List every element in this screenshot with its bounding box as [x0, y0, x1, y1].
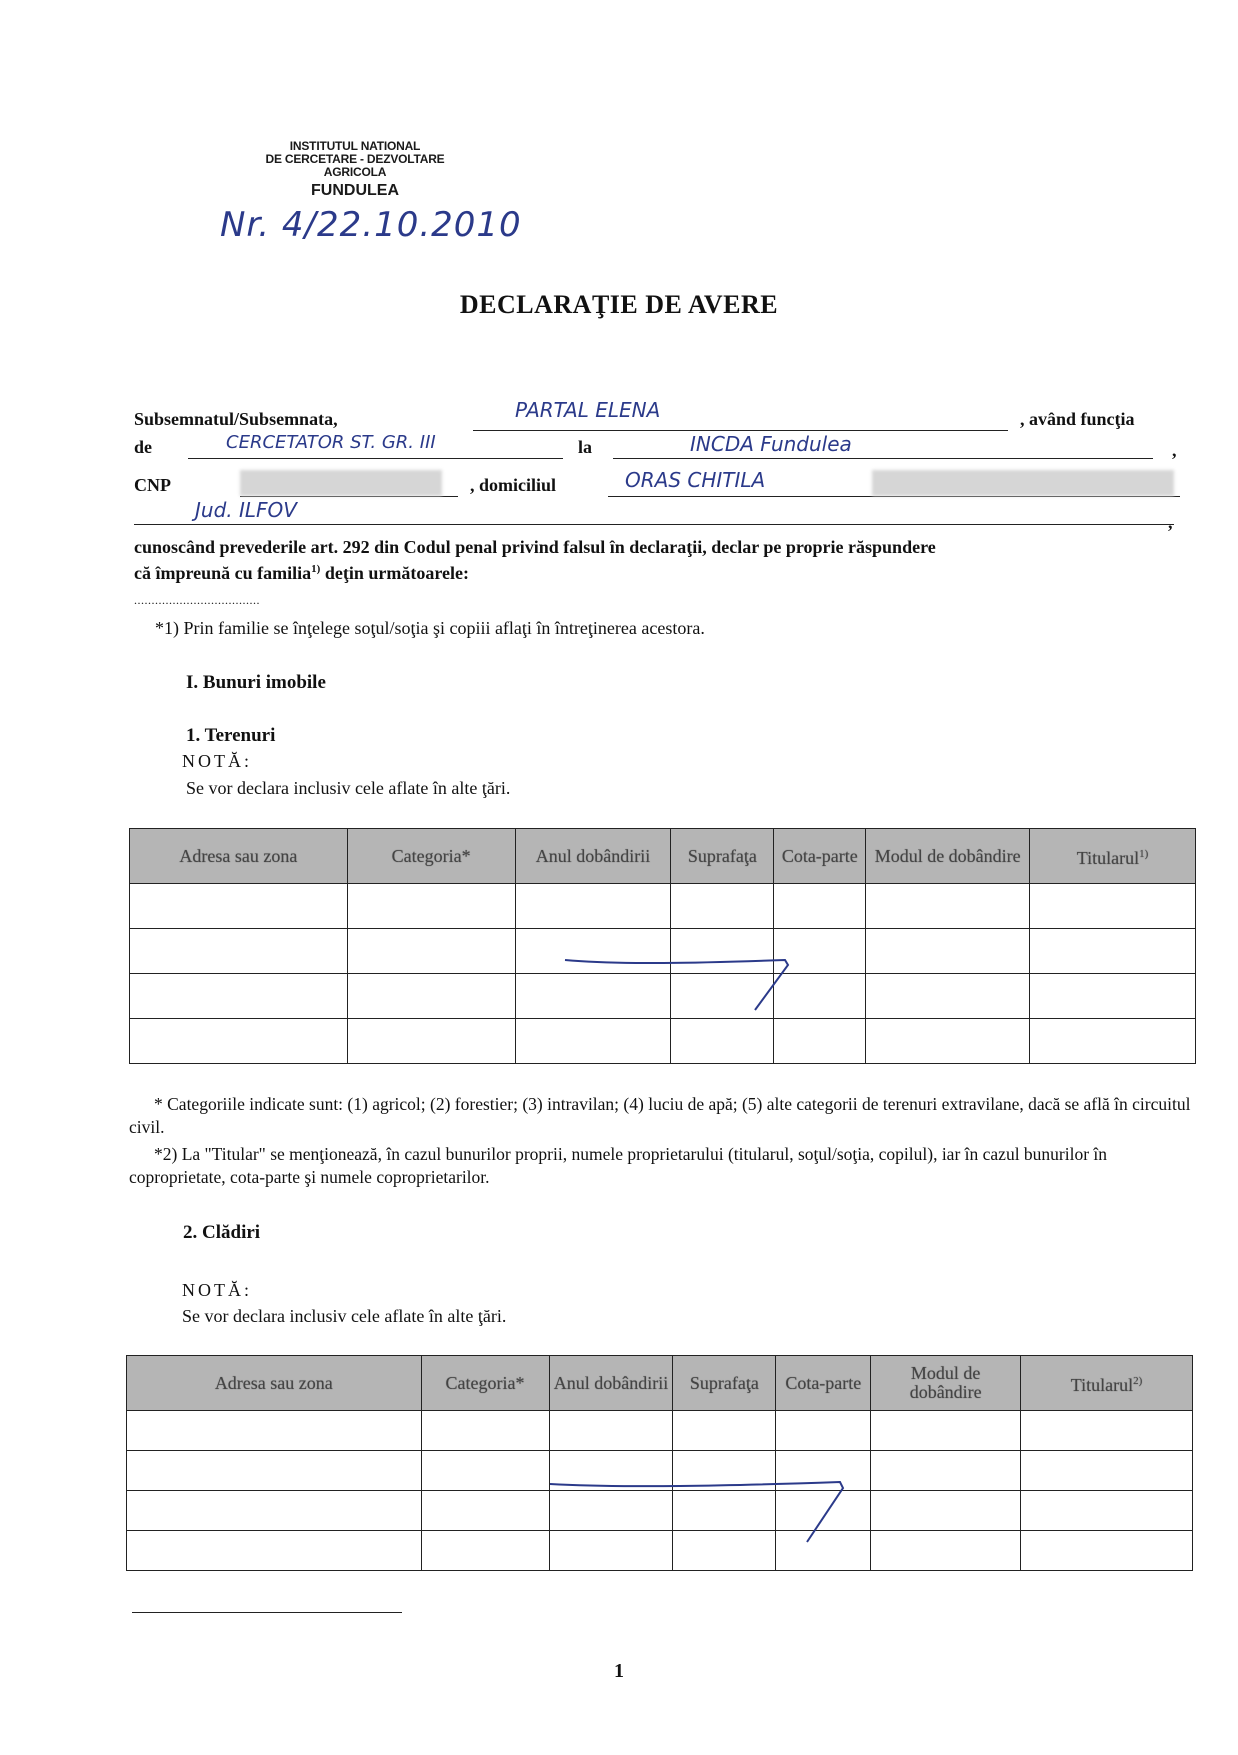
la-value: INCDA Fundulea	[690, 432, 852, 456]
name-value: PARTAL ELENA	[515, 398, 661, 422]
name-line	[473, 430, 1008, 431]
page-title: DECLARAŢIE DE AVERE	[459, 290, 779, 319]
nota-label: NOTĂ:	[182, 751, 252, 771]
page-number: 1	[614, 1660, 624, 1682]
domiciliul-line	[608, 496, 1180, 497]
cnp-label: CNP	[134, 475, 171, 495]
strike-mark-table1	[560, 945, 800, 1015]
table-header-row	[130, 829, 1196, 884]
la-label: la	[578, 437, 593, 457]
subsemnatul-label: Subsemnatul/Subsemnata,	[134, 409, 338, 429]
row4-comma: ,	[1168, 512, 1173, 532]
stamp-line-2: DE CERCETARE - DEZVOLTARE	[265, 152, 445, 166]
row2-comma: ,	[1172, 440, 1177, 460]
col-suprafata: Suprafaţa	[671, 829, 774, 884]
col-cota: Cota-parte	[774, 829, 866, 884]
footnote-categorii: * Categoriile indicate sunt: (1) agricol; (2) forestier; (3) intravilan; (4) luciu de apă; (5) alte categorii de terenuri extravilane, dacă se află în circuitul civil.	[129, 1094, 1191, 1137]
col-modul: Modul de dobândire	[871, 1356, 1021, 1411]
institution-stamp	[235, 140, 475, 200]
nota2-label: NOTĂ:	[182, 1280, 252, 1300]
address-redacted	[872, 470, 1174, 496]
subsection-cladiri: 2. Clădiri	[183, 1222, 261, 1243]
cnp-redacted	[240, 470, 442, 496]
registration-number: Nr. 4/22.10.2010	[220, 205, 522, 245]
col-suprafata: Suprafaţa	[673, 1356, 776, 1411]
family-note: *1) Prin familie se înţelege soţul/soţia şi copiii aflaţi în întreţinerea acestora.	[155, 618, 705, 638]
separator-dots: ....................................	[134, 593, 260, 607]
address-line-2	[134, 524, 1174, 525]
statement-line-2: că împreună cu familia$^{1)}$ deţin următoarele:	[134, 563, 469, 583]
functia-value: CERCETATOR ST. GR. III	[226, 432, 436, 453]
col-adresa: Adresa sau zona	[127, 1356, 422, 1411]
col-cota: Cota-parte	[776, 1356, 871, 1411]
strike-mark-table2	[545, 1470, 865, 1545]
cnp-line	[240, 496, 458, 497]
stamp-line-4: FUNDULEA	[311, 182, 399, 199]
table-header-row	[127, 1356, 1193, 1411]
col-categoria: Categoria*	[347, 829, 515, 884]
col-adresa: Adresa sau zona	[130, 829, 348, 884]
footer-rule	[132, 1612, 402, 1613]
nota-text: Se vor declara inclusiv cele aflate în alte ţări.	[186, 778, 511, 798]
functia-line	[188, 458, 563, 459]
col-titular: Titularul$^{1)}$	[1030, 829, 1196, 884]
table-row	[127, 1411, 1193, 1451]
stamp-line-3: AGRICOLA	[323, 165, 387, 179]
domiciliul-label: , domiciliul	[470, 475, 557, 495]
nota2-text: Se vor declara inclusiv cele aflate în alte ţări.	[182, 1306, 507, 1326]
judet-value: Jud. ILFOV	[195, 498, 297, 522]
statement-line-1: cunoscând prevederile art. 292 din Codul penal privind falsul în declaraţii, declar pe proprie răspundere	[134, 537, 936, 557]
footnote-titular: *2) La "Titular" se menţionează, în cazul bunurilor proprii, numele proprietarului (titularul, soţul/soţia, copilul), iar în cazul bunurilor în coproprietate, cota-parte şi numele coproprietarilor.	[129, 1144, 1108, 1187]
section-bunuri-imobile: I. Bunuri imobile	[186, 672, 326, 693]
de-label: de	[134, 437, 152, 457]
subsection-terenuri: 1. Terenuri	[186, 725, 276, 746]
table-row	[130, 884, 1196, 929]
domiciliul-value: ORAS CHITILA	[625, 468, 766, 492]
stamp-line-1: INSTITUTUL NATIONAL	[289, 139, 421, 153]
col-categoria: Categoria*	[421, 1356, 549, 1411]
table-row	[130, 1019, 1196, 1064]
col-anul: Anul dobândirii	[515, 829, 671, 884]
col-titular: Titularul$^{2)}$	[1021, 1356, 1193, 1411]
col-modul: Modul de dobândire	[866, 829, 1030, 884]
col-anul: Anul dobândirii	[549, 1356, 673, 1411]
la-line	[613, 458, 1153, 459]
avand-label: , având funcţia	[1020, 409, 1135, 429]
